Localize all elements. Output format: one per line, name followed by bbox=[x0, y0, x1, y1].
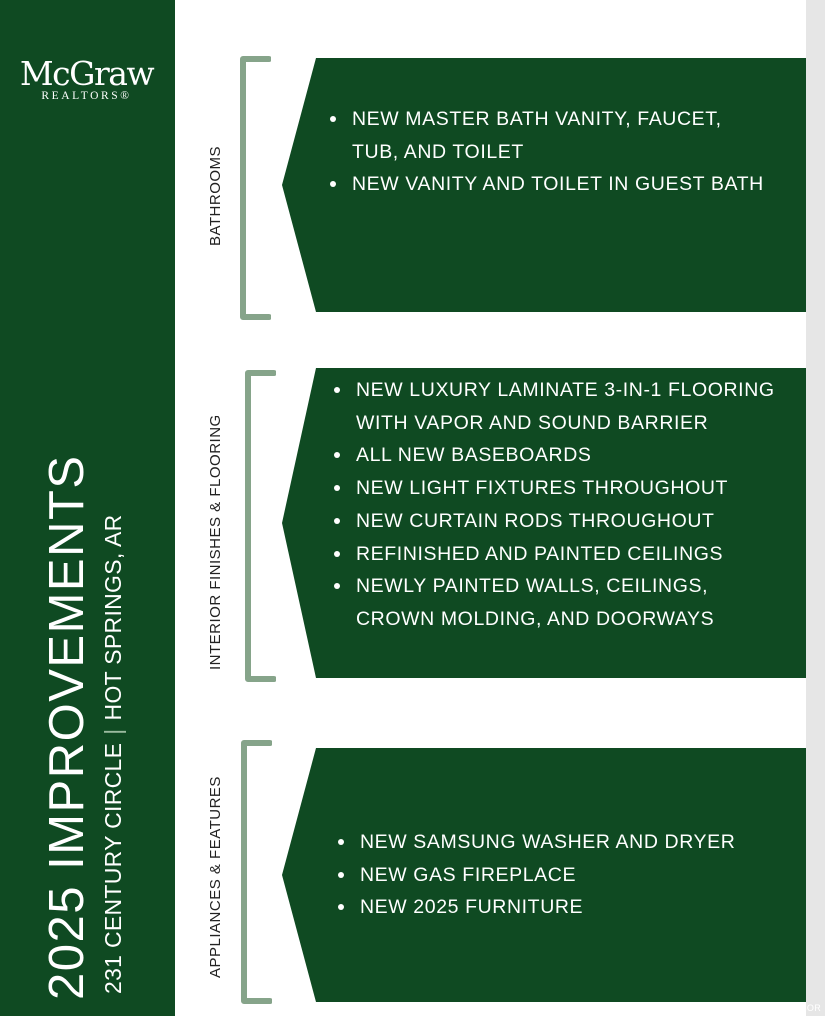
mcgraw-realtors-logo bbox=[14, 56, 159, 102]
bracket-interior bbox=[242, 370, 276, 682]
list-item: NEW MASTER BATH VANITY, FAUCET, TUB, AND TOILET bbox=[326, 103, 766, 168]
appliances-list bbox=[334, 826, 804, 924]
bathrooms-list bbox=[326, 103, 766, 201]
list-item: NEW SAMSUNG WASHER AND DRYER bbox=[334, 826, 804, 859]
list-item: ALL NEW BASEBOARDS bbox=[330, 439, 790, 472]
sidebar bbox=[0, 0, 175, 1016]
interior-list bbox=[330, 374, 790, 636]
bracket-appliances bbox=[238, 740, 272, 1004]
list-item: NEW VANITY AND TOILET IN GUEST BATH bbox=[326, 168, 766, 201]
list-item: NEW LIGHT FIXTURES THROUGHOUT bbox=[330, 472, 790, 505]
page-title: 2025 IMPROVEMENTS bbox=[40, 454, 94, 1000]
list-item: NEWLY PAINTED WALLS, CEILINGS, CROWN MOLDING, AND DOORWAYS bbox=[330, 570, 790, 635]
section-panel-interior bbox=[282, 368, 806, 678]
address-separator: | bbox=[100, 728, 126, 735]
logo-name: McGraw bbox=[19, 54, 154, 93]
property-address: 231 CENTURY CIRCLE bbox=[100, 742, 126, 994]
logo-tagline: REALTORS® bbox=[41, 90, 132, 102]
list-item: NEW 2025 FURNITURE bbox=[334, 891, 804, 924]
section-panel-appliances bbox=[282, 748, 806, 1002]
property-city: HOT SPRINGS, AR bbox=[100, 514, 126, 721]
list-item: NEW LUXURY LAMINATE 3-IN-1 FLOORING WITH VAPOR AND SOUND BARRIER bbox=[330, 374, 790, 439]
bracket-bathrooms bbox=[237, 56, 271, 320]
list-item: NEW GAS FIREPLACE bbox=[334, 859, 804, 892]
property-address-line bbox=[100, 514, 126, 994]
flyer-page: McGraw REALTORS® 2025 IMPROVEMENTS 231 CENTURY CIRCLE|HOT SPRINGS, AR BATHROOMS NEW MASTER BATH VANITY, FAUCET, TUB, AND TOILET NEW VANITY AND TOILET IN GUEST BATH INTERIOR FINISHES & FLOORING NEW LUXURY LAMINATE 3-IN-1 FLOORING WITH VAPOR AND SOUND BARRIER ALL NEW BASEBOARDS NEW LIGHT FIXTURES THROUGHOUT NEW CURTAIN RODS THROUGHOUT REFINISHED AND PAINTED CEILINGS NEWLY PAINTED WALLS, CEILINGS, CROWN MOLDING, AND DOORWAYS APPLIANCES & FEATURES NEW SAMSUNG WASHER AND DRYER NEW GAS FIREPLACE NEW 2025 FURNITURE bbox=[0, 0, 806, 1016]
watermark: ©HSBOR bbox=[780, 1003, 821, 1013]
list-item: REFINISHED AND PAINTED CEILINGS bbox=[330, 538, 790, 571]
section-panel-bathrooms bbox=[282, 58, 806, 312]
list-item: NEW CURTAIN RODS THROUGHOUT bbox=[330, 505, 790, 538]
